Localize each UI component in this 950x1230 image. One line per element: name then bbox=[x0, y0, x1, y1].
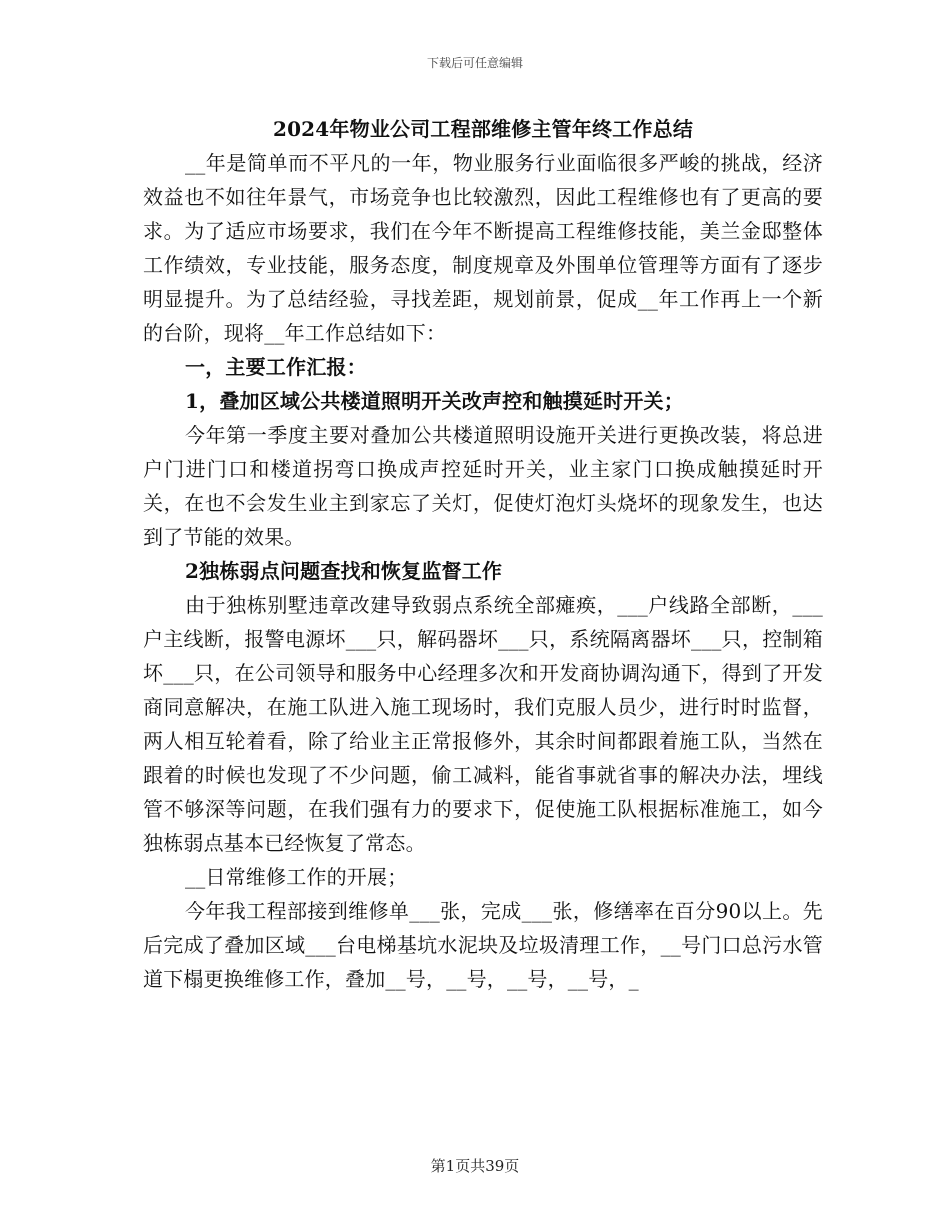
paragraph-daily-maintenance: 今年我工程部接到维修单___张，完成___张，修缮率在百分90以上。先后完成了叠加区域___台电梯基坑水泥块及垃圾清理工作，__号门口总污水管道下榻更换维修工作，叠加__号，__号，__号，__号，_ bbox=[143, 899, 823, 991]
paragraph-lighting-switch: 今年第一季度主要对叠加公共楼道照明设施开关进行更换改装，将总进户门进门口和楼道拐弯口换成声控延时开关，业主家门口换成触摸延时开关，在也不会发生业主到家忘了关灯，促使灯泡灯头烧坏的现象发生，也达到了节能的效果。 bbox=[143, 423, 823, 549]
document-title: 2024年物业公司工程部维修主管年终工作总结 bbox=[272, 117, 694, 141]
subheading-lighting-switch: 1，叠加区域公共楼道照明开关改声控和触摸延时开关； bbox=[185, 389, 684, 413]
paragraph-weak-current: 由于独栋别墅违章改建导致弱点系统全部瘫痪，___户线路全部断，___户主线断，报警电源坏___只，解码器坏___只，系统隔离器坏___只，控制箱坏___只，在公司领导和服务中心经理多次和开发商协调沟通下，得到了开发商同意解决，在施工队进入施工现场时，我们克服人员少，进行时时监督，两人相互轮着看，除了给业主正常报修外，其余时间都跟着施工队，当然在跟着的时候也发现了不少问题，偷工减料，能省事就省事的解决办法，埋线管不够深等问题，在我们强有力的要求下，促使施工队根据标准施工，如今独栋弱点基本已经恢复了常态。 bbox=[143, 593, 823, 855]
paragraph-intro: __年是简单而不平凡的一年，物业服务行业面临很多严峻的挑战，经济效益也不如往年景气，市场竞争也比较激烈，因此工程维修也有了更高的要求。为了适应市场要求，我们在今年不断提高工程维修技能，美兰金邸整体工作绩效，专业技能，服务态度，制度规章及外围单位管理等方面有了逐步明显提升。为了总结经验，寻找差距，规划前景，促成__年工作再上一个新的台阶，现将__年工作总结如下： bbox=[143, 151, 823, 345]
subheading-daily-maintenance: __日常维修工作的开展； bbox=[185, 865, 408, 889]
document-body bbox=[143, 112, 823, 996]
section-heading-main-work: 一，主要工作汇报： bbox=[185, 355, 367, 379]
subheading-weak-current: 2独栋弱点问题查找和恢复监督工作 bbox=[185, 559, 503, 583]
header-note: 下载后可任意编辑 bbox=[426, 56, 523, 70]
page-footer: 第1页共39页 bbox=[430, 1157, 520, 1175]
